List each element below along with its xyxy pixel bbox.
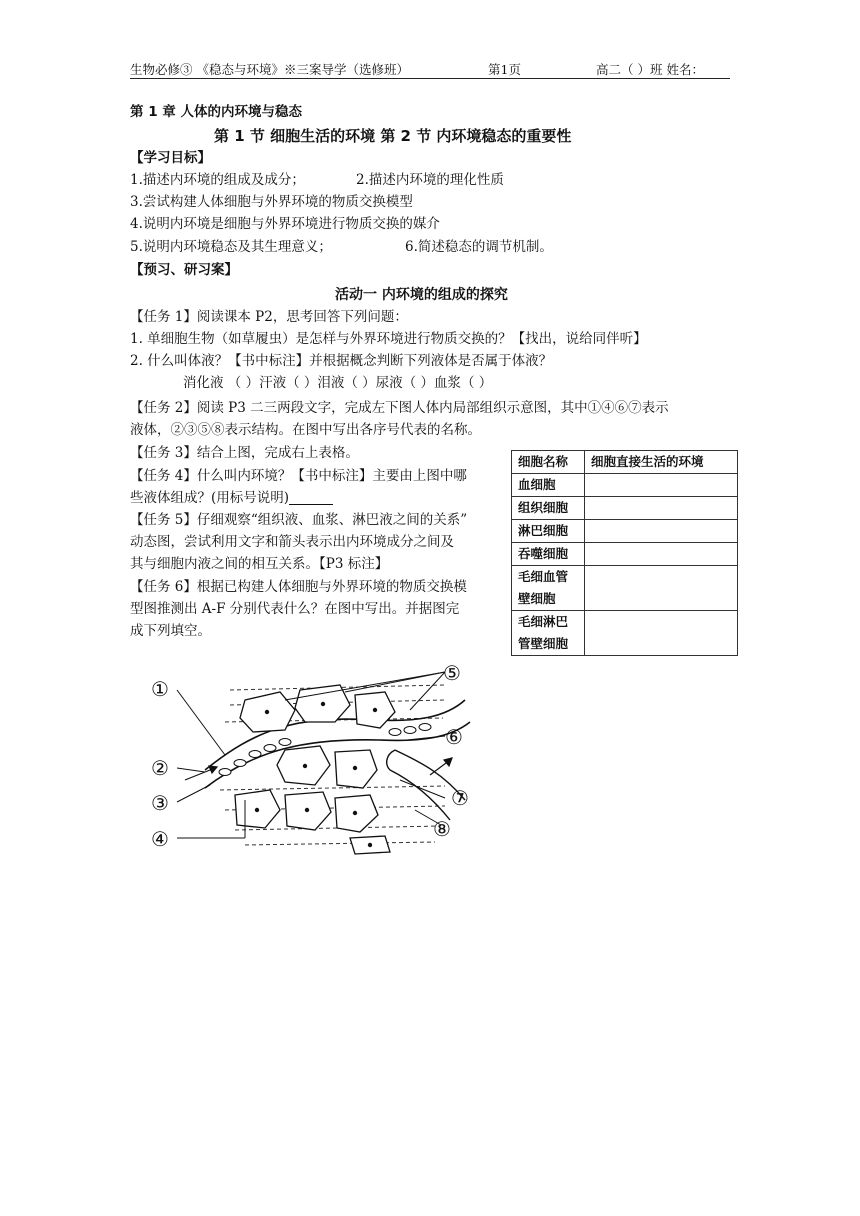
diagram-label-8: ⑧ [433, 817, 451, 841]
task6-line-2: 型图推测出 A-F 分别代表什么？在图中写出。并据图完 [130, 601, 460, 617]
table-cell-name: 血细胞 [512, 474, 585, 497]
task1-line: 【任务 1】阅读课本 P2，思考回答下列问题： [130, 309, 408, 325]
header-course: 生物必修③ 《稳态与环境》※三案导学（选修班） [130, 62, 409, 77]
task5-line-2: 动态图，尝试利用文字和箭头表示出内环境成分之间及 [130, 534, 454, 550]
task5-line-1: 【任务 5】仔细观察“组织液、血浆、淋巴液之间的关系” [130, 512, 468, 528]
table-row [512, 520, 738, 543]
tissue-cells [235, 685, 395, 854]
task5-line-3: 其与细胞内液之间的相互关系。【P3 标注】 [130, 556, 389, 572]
goals-heading: 【学习目标】 [130, 150, 211, 166]
page-header [130, 60, 730, 79]
task6-line-1: 【任务 6】根据已构建人体细胞与外界环境的物质交换模 [130, 579, 467, 595]
task4-line-1: 【任务 4】什么叫内环境？【书中标注】主要由上图中哪 [130, 468, 467, 484]
header-class-name: 高二（ ）班 姓名： [596, 62, 704, 77]
goal-6: 6.简述稳态的调节机制。 [405, 239, 553, 255]
task2-line-1: 【任务 2】阅读 P3 二三两段文字，完成左下图人体内局部组织示意图，其中①④⑥⑦表示 [130, 400, 669, 416]
header-page-number: 第1页 [488, 62, 521, 77]
diagram-label-6: ⑥ [445, 725, 463, 749]
diagram-label-3: ③ [151, 791, 169, 815]
goal-4: 4.说明内环境是细胞与外界环境进行物质交换的媒介 [130, 216, 440, 232]
diagram-label-1: ① [151, 677, 169, 701]
table-cell-answer[interactable] [585, 566, 738, 611]
task3-line: 【任务 3】结合上图，完成右上表格。 [130, 445, 359, 461]
table-row [512, 474, 738, 497]
table-cell-name: 淋巴细胞 [512, 520, 585, 543]
table-cell-answer[interactable] [585, 543, 738, 566]
diagram-label-7: ⑦ [451, 786, 469, 810]
task4-line-2 [130, 488, 333, 508]
task2-line-2: 液体，②③⑤⑧表示结构。在图中写出各序号代表的名称。 [130, 422, 481, 438]
table-row [512, 543, 738, 566]
task4-line-2-text: 些液体组成？(用标号说明) [130, 490, 290, 506]
goal-2: 2.描述内环境的理化性质 [356, 172, 504, 188]
table-header-row [512, 451, 738, 474]
table-cell-name: 组织细胞 [512, 497, 585, 520]
preview-heading: 【预习、研习案】 [130, 262, 238, 278]
goal-1: 1.描述内环境的组成及成分； [130, 172, 305, 188]
answer-blank[interactable] [289, 490, 333, 505]
table-cell-answer[interactable] [585, 497, 738, 520]
table-header-environment: 细胞直接生活的环境 [585, 451, 738, 474]
diagram-label-4: ④ [151, 827, 169, 851]
table-header-cell-name: 细胞名称 [512, 451, 585, 474]
diagram-label-2: ② [151, 756, 169, 780]
chapter-title: 第 1 章 人体的内环境与稳态 [130, 104, 302, 120]
tissue-diagram [145, 660, 490, 865]
table-cell-answer[interactable] [585, 474, 738, 497]
diagram-label-5: ⑤ [443, 661, 461, 685]
table-row [512, 497, 738, 520]
activity-title: 活动一 内环境的组成的探究 [335, 287, 508, 303]
table-cell-name: 毛细淋巴管壁细胞 [512, 611, 585, 656]
table-row [512, 566, 738, 611]
table-cell-name: 吞噬细胞 [512, 543, 585, 566]
goal-5: 5.说明内环境稳态及其生理意义； [130, 239, 332, 255]
goal-3: 3.尝试构建人体细胞与外界环境的物质交换模型 [130, 194, 413, 210]
task1-question-2: 2. 什么叫体液？【书中标注】并根据概念判断下列液体是否属于体液？ [130, 353, 553, 369]
table-cell-answer[interactable] [585, 611, 738, 656]
cell-environment-table [511, 450, 738, 656]
table-cell-answer[interactable] [585, 520, 738, 543]
task1-fluids: 消化液 （ ）汗液（ ）泪液（ ）尿液（ ）血浆（ ） [183, 375, 493, 391]
task6-line-3: 成下列填空。 [130, 623, 211, 639]
table-cell-name: 毛细血管壁细胞 [512, 566, 585, 611]
task1-question-1: 1. 单细胞生物（如草履虫）是怎样与外界环境进行物质交换的？【找出，说给同伴听】 [130, 331, 647, 347]
table-row [512, 611, 738, 656]
section-title: 第 1 节 细胞生活的环境 第 2 节 内环境稳态的重要性 [214, 127, 572, 145]
